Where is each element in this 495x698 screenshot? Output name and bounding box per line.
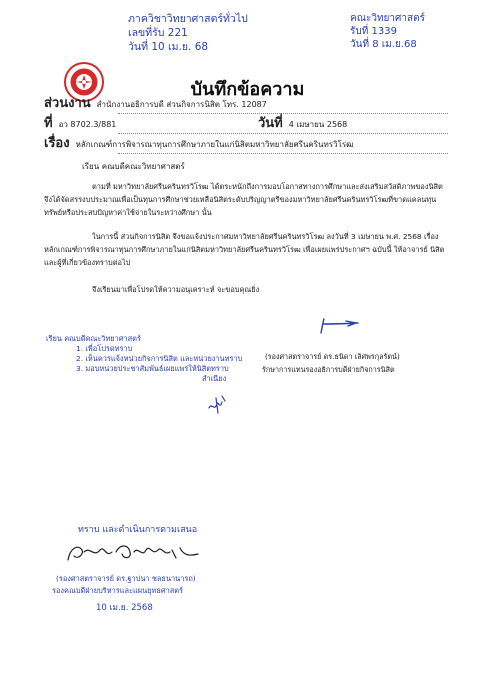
reference-underline — [118, 133, 448, 134]
subject-row — [44, 138, 353, 151]
order-item-3-continued: สำเนียง — [202, 374, 227, 383]
order-item-2: 2. เห็นควรแจ้งหน่วยกิจการนิสิต และหน่วยงานทราบ — [76, 354, 243, 363]
agency-underline — [118, 113, 448, 114]
reference-label: ที่ — [44, 116, 53, 131]
date-row — [258, 118, 347, 131]
subject-label: เรื่อง — [44, 136, 70, 151]
signer-1-name: (รองศาสตราจารย์ ดร.ธนิดา เลิศพรกุลรัตน์) — [265, 352, 400, 361]
subject-value: หลักเกณฑ์การพิจารณาทุนการศึกษาภายในแก่นิสิตมหาวิทยาลัยศรีนครินทรวิโรฒ — [75, 140, 354, 149]
signer-2-name: (รองศาสตราจารย์ ดร.ฐาปนา ชลธนานารถ) — [56, 574, 196, 583]
order-item-3: 3. มอบหน่วยประชาสัมพันธ์เผยแพร่ให้นิสิตทราบ — [76, 364, 229, 373]
date-label: วันที่ — [258, 116, 283, 131]
initials-signature — [206, 394, 230, 414]
dean-order-note — [46, 334, 242, 384]
signer-2-date: 10 เม.ย. 2568 — [96, 603, 153, 613]
signer-2-position: รองคณบดีฝ่ายบริหารและแผนยุทธศาสตร์ — [52, 586, 184, 595]
stamp-faculty-number: รับที่ 1339 — [350, 26, 397, 37]
stamp-dept-date: วันที่ 10 เม.ย. 68 — [128, 41, 209, 53]
salutation: เรียน คณบดีคณะวิทยาศาสตร์ — [82, 162, 185, 171]
date-value: 4 เมษายน 2568 — [288, 120, 348, 129]
reference-row — [44, 118, 116, 131]
signature-2 — [64, 540, 202, 564]
stamp-faculty-name: คณะวิทยาศาสตร์ — [350, 13, 425, 24]
reference-value: อว 8702.3/881 — [58, 120, 117, 129]
agency-label: ส่วนงาน — [44, 96, 91, 111]
agency-value: สำนักงานอธิการบดี ส่วนกิจการนิสิต โทร. 12087 — [96, 100, 267, 109]
body-paragraph-3: จึงเรียนมาเพื่อโปรดให้ความอนุเคราะห์ จะขอบคุณยิ่ง — [92, 285, 260, 294]
acknowledgement-note: ทราบ และดำเนินการตามเสนอ — [78, 525, 198, 535]
order-item-1: 1. เพื่อโปรดทราบ — [76, 344, 133, 353]
receiving-stamp-faculty — [350, 12, 425, 51]
agency-row — [44, 98, 267, 111]
document-title: บันทึกข้อความ — [190, 79, 305, 100]
body-paragraph-1: ตามที่ มหาวิทยาลัยศรีนครินทรวิโรฒ ได้ตระหนักถึงการมอบโอกาสทางการศึกษาและส่งเสริมสวัสดิภาพของนิสิต จึงได้จัดสรรงบประมาณเพื่อเป็นทุนการศึกษาช่วยเหลือนิสิตระดับปริญญาตรีของมหาวิทยาลัยศรีนครินทรวิโรฒที่ขาดแคลนทุนทรัพย์หรือประสบปัญหาค่าใช้จ่ายในระหว่างศึกษา นั้น — [44, 182, 443, 217]
stamp-dept-name: ภาควิชาวิทยาศาสตร์ทั่วไป — [128, 13, 248, 25]
subject-underline — [118, 153, 448, 154]
stamp-dept-number: เลขที่รับ 221 — [128, 27, 188, 39]
body-paragraph-2: ในการนี้ ส่วนกิจการนิสิต จึงขอแจ้งประกาศมหาวิทยาลัยศรีนครินทรวิโรฒ ลงวันที่ 3 เมษายน พ.ศ. 2568 เรื่อง หลักเกณฑ์การพิจารณาทุนการศึกษาภายในแก่นิสิตมหาวิทยาลัยศรีนครินทรวิโรฒ เพื่อเผยแพร่ประกาศฯ ฉบับนี้ ให้อาจารย์ นิสิต และผู้ที่เกี่ยวข้องทราบต่อไป — [44, 232, 445, 267]
stamp-faculty-date: วันที่ 8 เม.ย.68 — [350, 39, 417, 50]
order-recipient: เรียน คณบดีคณะวิทยาศาสตร์ — [46, 334, 141, 343]
receiving-stamp-department — [128, 12, 248, 54]
signature-1 — [318, 318, 360, 334]
signer-1-position: รักษาการแทนรองอธิการบดีฝ่ายกิจการนิสิต — [262, 365, 395, 374]
